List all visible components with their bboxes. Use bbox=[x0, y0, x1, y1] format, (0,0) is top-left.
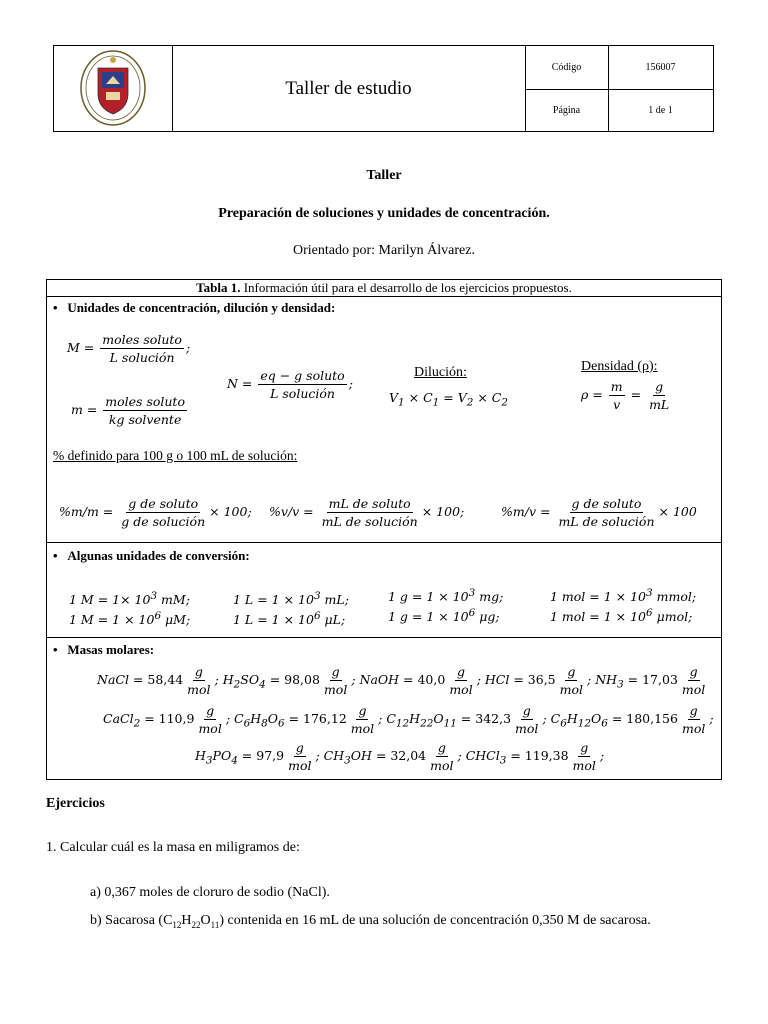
university-seal-logo bbox=[54, 46, 172, 131]
percent-vv-formula: %v/v = $\frac{\text{mL de soluto}}{\text{mL de solución}}$ × 100; bbox=[269, 496, 465, 529]
section-concentration-title: • Unidades de concentración, dilución y densidad: bbox=[53, 300, 336, 315]
density-formula: ρ = $\frac{m}{v}$ = $\frac{g}{mL}$ bbox=[581, 379, 670, 412]
code-label: Código bbox=[525, 46, 609, 90]
conversion-liter: 1 $L = 1 \times 10^3$ mL; 1 $L = 1 \times 10^6$ μL; bbox=[233, 590, 349, 628]
doc-heading: Taller bbox=[366, 168, 402, 183]
divider bbox=[47, 296, 721, 297]
conversion-mol: 1 mol = $1 \times 10^3$ mmol; 1 mol = $1 \times 10^6$ μmol; bbox=[550, 587, 697, 625]
percent-mm-formula: %m/m = $\frac{\text{g de soluto}}{\text{g de solución}}$ × 100; bbox=[59, 496, 252, 529]
header-table bbox=[53, 45, 714, 132]
exercises-title: Ejercicios bbox=[46, 796, 105, 811]
molality-formula: m = $\frac{\text{moles soluto}}{\text{kg solvente}}$ bbox=[71, 394, 185, 427]
info-table bbox=[46, 279, 722, 780]
page-label: Página bbox=[525, 89, 609, 131]
dilution-label: Dilución: bbox=[414, 365, 467, 380]
doc-author: Orientado por: Marilyn Álvarez. bbox=[293, 243, 475, 258]
divider bbox=[47, 542, 721, 543]
molar-masses-line-3: $H_3PO_4 = 97,9$ $\frac{g}{\text{mol}}$ ; $CH_3OH = 32,04$ $\frac{g}{\text{mol}}$ ; CHCl$_3$ = 119,38 $\frac{g}{\text{mol}}$ ; bbox=[195, 740, 605, 773]
exercise-1: 1. Calcular cuál es la masa en miligramos de: bbox=[46, 840, 300, 855]
density-label: Densidad (ρ): bbox=[581, 359, 658, 374]
section-conversion-title: • Algunas unidades de conversión: bbox=[53, 548, 250, 563]
divider bbox=[47, 637, 721, 638]
table-caption-text: Información útil para el desarrollo de los ejercicios propuestos. bbox=[240, 280, 572, 295]
exercise-1a: a) 0,367 moles de cloruro de sodio (NaCl). bbox=[90, 885, 330, 900]
molarity-formula: M = $\frac{\text{moles soluto}}{\text{L solución}}$ ; bbox=[67, 332, 191, 365]
conversion-molar: 1 $M = 1\times 10^3$ mM; 1 $M = 1 \times 10^6$ μM; bbox=[69, 590, 191, 628]
dilution-formula: $V_1 \times C_1 = V_2 \times C_2$ bbox=[389, 390, 508, 409]
code-value: 156007 bbox=[608, 46, 713, 90]
normality-formula: N = $\frac{\text{eq − g soluto}}{\text{L solución}}$ ; bbox=[227, 368, 353, 401]
exercise-1b: b) Sacarosa $(C_{12}H_{22}O_{11})$ contenida en 16 mL de una solución de concentración 0,350 M de sacarosa. bbox=[90, 913, 651, 930]
conversion-gram: 1 $g = 1 \times 10^3$ mg; 1 $g = 1 \times 10^6$ μg; bbox=[388, 587, 504, 625]
table-caption bbox=[47, 280, 721, 296]
molar-masses-line-2: CaCl$_2$ = 110,9 $\frac{g}{\text{mol}}$ ; $C_6H_8O_6 = 176,12$ $\frac{g}{\text{mol}}$ ; $C_{12}H_{22}O_{11} = 342,3$ $\frac{g}{\text{mol}}$ ; $C_6H_{12}O_6 = 180,156$ $\frac{g}{\text{mol}}$ ; bbox=[103, 703, 714, 736]
header-title: Taller de estudio bbox=[172, 46, 526, 131]
percent-mv-formula: %m/v = $\frac{\text{g de soluto}}{\text{mL de solución}}$ × 100 bbox=[501, 496, 697, 529]
logo-cell bbox=[54, 46, 173, 131]
table-caption-label: Tabla 1. bbox=[196, 280, 241, 295]
percent-note: % definido para 100 g o 100 mL de solución: bbox=[53, 448, 298, 463]
doc-subtitle: Preparación de soluciones y unidades de concentración. bbox=[218, 206, 550, 221]
section-molar-mass-title: • Masas molares: bbox=[53, 642, 155, 657]
molar-masses-line-1: NaCl = 58,44 $\frac{g}{\text{mol}}$ ; $H_2SO_4 = 98,08$ $\frac{g}{\text{mol}}$ ; NaOH = 40,0 $\frac{g}{\text{mol}}$ ; HCl = 36,5 $\frac{g}{\text{mol}}$ ; $NH_3 = 17,03$ $\frac{g}{\text{mol}}$ bbox=[97, 664, 706, 697]
page-value: 1 de 1 bbox=[648, 104, 673, 116]
